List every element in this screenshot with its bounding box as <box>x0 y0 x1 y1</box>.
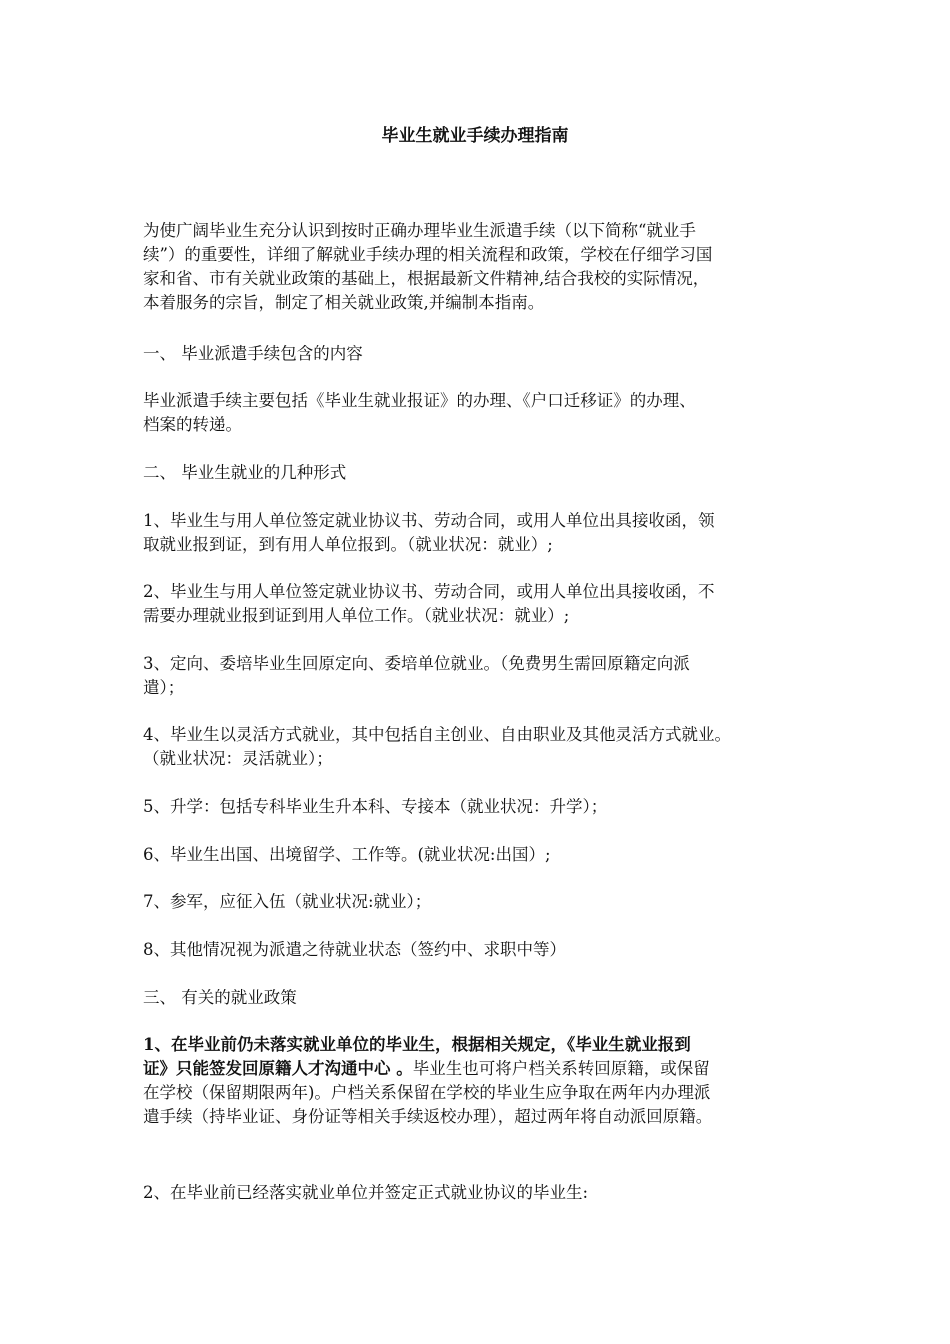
section-3-heading: 三、 有关的就业政策 <box>143 988 297 1007</box>
policy-1-line: 在学校（保留期限两年)。户档关系保留在学校的毕业生应争取在两年内办理派 <box>143 1083 711 1102</box>
document-title: 毕业生就业手续办理指南 <box>381 126 569 146</box>
intro-line: 家和省、市有关就业政策的基础上，根据最新文件精神,结合我校的实际情况， <box>143 269 710 288</box>
item-line: 4、毕业生以灵活方式就业，其中包括自主创业、自由职业及其他灵活方式就业。 <box>143 725 731 744</box>
item-line: （就业状况：灵活就业）； <box>143 749 333 768</box>
item-line: 2、毕业生与用人单位签定就业协议书、劳动合同，或用人单位出具接收函，不 <box>143 582 715 601</box>
policy-2-paragraph: 2、在毕业前已经落实就业单位并签定正式就业协议的毕业生: <box>143 1183 589 1202</box>
employment-form-item-4 <box>143 723 823 771</box>
employment-form-item-7: 7、参军，应征入伍（就业状况:就业）； <box>143 892 432 911</box>
employment-form-item-1 <box>143 509 823 557</box>
item-line: 需要办理就业报到证到用人单位工作。（就业状况：就业）; <box>143 606 570 625</box>
section-1-line: 毕业派遣手续主要包括《毕业生就业报证》的办理、《户口迁移证》的办理、 <box>143 391 696 410</box>
intro-line: 续”）的重要性，详细了解就业手续办理的相关流程和政策，学校在仔细学习国 <box>143 245 713 264</box>
intro-paragraph <box>143 219 823 315</box>
policy-1-bold-line: 1、在毕业前仍未落实就业单位的毕业生，根据相关规定，《毕业生就业报到 <box>143 1035 691 1054</box>
policy-1-line: 遣手续（持毕业证、身份证等相关手续返校办理），超过两年将自动派回原籍。 <box>143 1107 713 1126</box>
item-line: 取就业报到证，到有用人单位报到。（就业状况：就业）; <box>143 535 553 554</box>
intro-line: 为使广阔毕业生充分认识到按时正确办理毕业生派遣手续（以下简称“就业手 <box>143 221 696 240</box>
policy-1-mixed-line <box>143 1057 823 1081</box>
item-line: 遣）； <box>143 678 185 697</box>
employment-form-item-5: 5、升学：包括专科毕业生升本科、专接本（就业状况：升学）； <box>143 797 608 816</box>
item-line: 3、定向、委培毕业生回原定向、委培单位就业。（免费男生需回原籍定向派 <box>143 654 690 673</box>
section-2-heading: 二、 毕业生就业的几种形式 <box>143 463 347 482</box>
employment-form-item-6: 6、毕业生出国、出境留学、工作等。(就业状况:出国）; <box>143 845 551 864</box>
section-1-body <box>143 389 823 437</box>
employment-form-item-3 <box>143 652 823 700</box>
section-1-line: 档案的转递。 <box>143 415 242 434</box>
employment-form-item-2 <box>143 580 823 628</box>
policy-1-paragraph <box>143 1033 823 1129</box>
intro-line: 本着服务的宗旨，制定了相关就业政策,并编制本指南。 <box>143 293 545 312</box>
employment-form-item-8: 8、其他情况视为派遣之待就业状态（签约中、求职中等） <box>143 940 566 959</box>
section-1-heading: 一、 毕业派遣手续包含的内容 <box>143 344 363 363</box>
policy-1-bold-text: 证》只能签发回原籍人才沟通中心 。 <box>143 1059 413 1078</box>
item-line: 1、毕业生与用人单位签定就业协议书、劳动合同，或用人单位出具接收函，领 <box>143 511 715 530</box>
policy-1-normal-text: 毕业生也可将户档关系转回原籍，或保留 <box>412 1059 710 1078</box>
